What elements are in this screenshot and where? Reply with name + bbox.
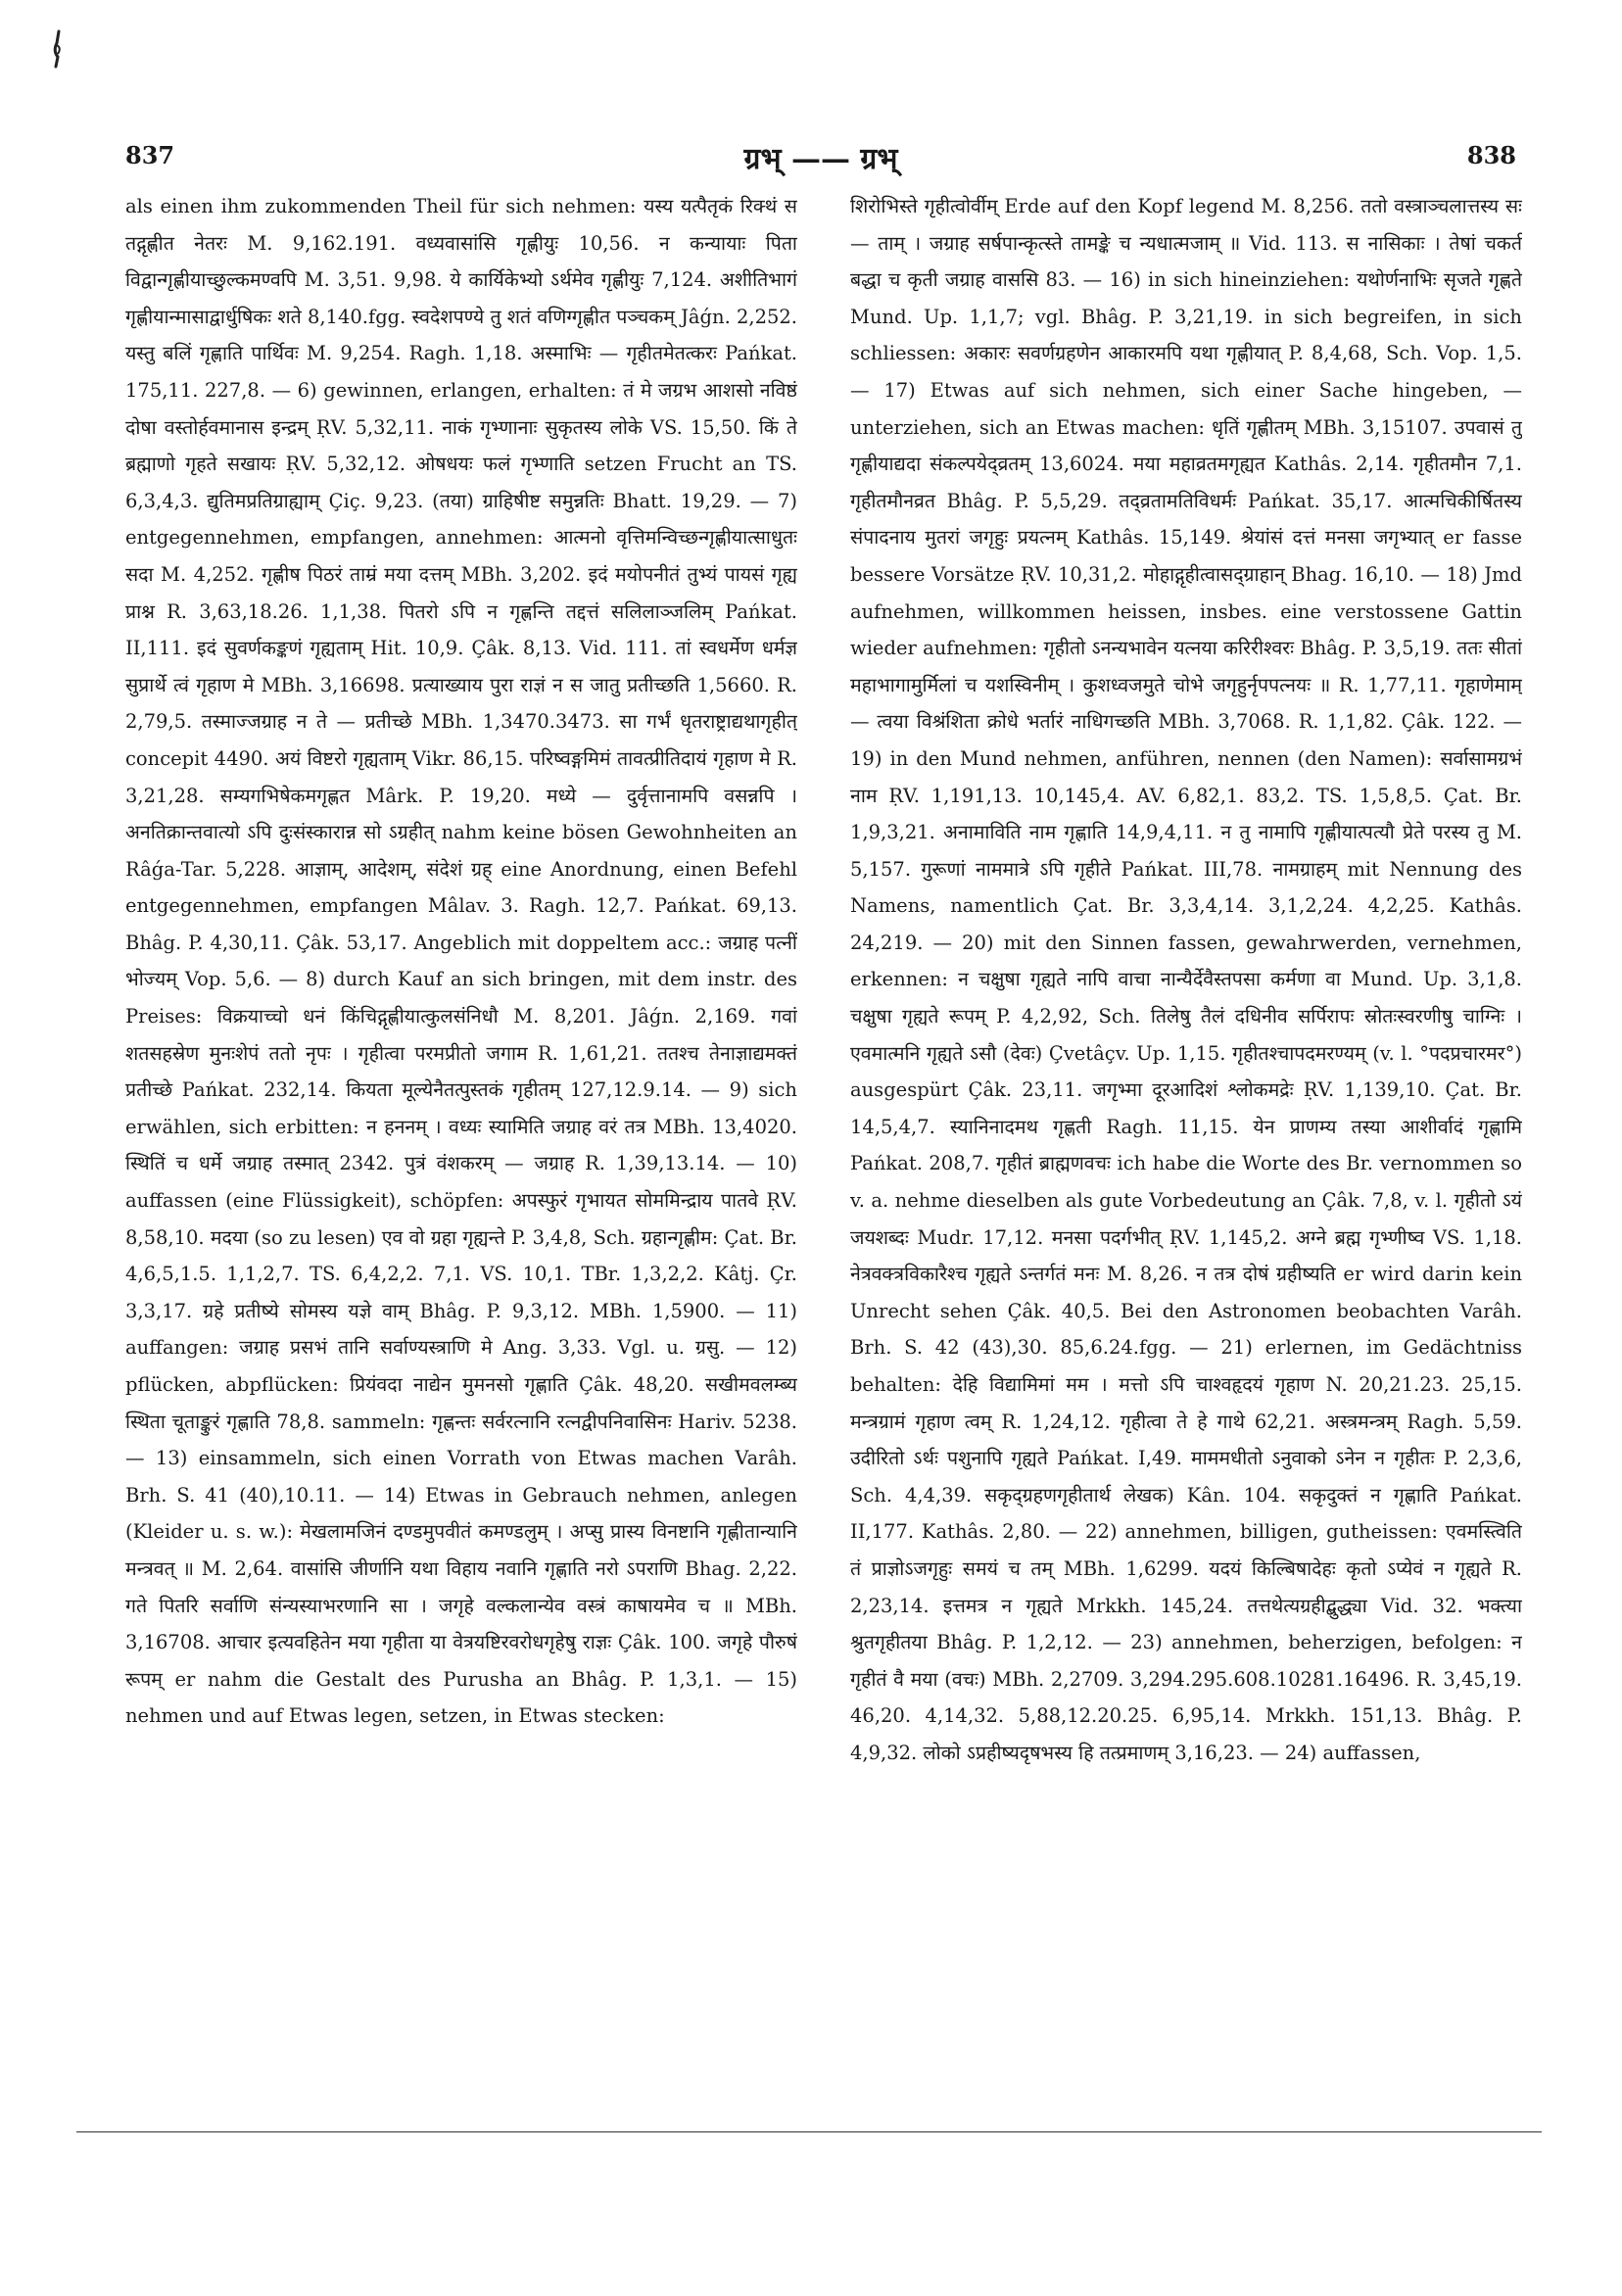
left-page-number: 837: [125, 141, 175, 169]
right-column: [850, 188, 1522, 2093]
left-column-text: als einen ihm zukommenden Theil für sich nehmen: यस्य यत्पैतृकं रिक्थं स तद्गृह्णीत नेतरः M. 9,162.191. वध्यवासांसि गृह्णीयुः 10,56. न कन्यायाः पिता विद्वान्गृह्णीयाच्छुल्कमण्वपि M. 3,51. 9,98. ये कार्यिकेभ्यो ऽर्थमेव गृह्णीयुः 7,124. अशीतिभागं गृह्णीयान्मासाद्वार्धुषिकः शते 8,140.fgg. स्वदेशपण्ये तु शतं वणिग्गृह्णीत पञ्चकम् Jâǵn. 2,252. यस्तु बलिं गृह्णाति पार्थिवः M. 9,254. Ragh. 1,18. अस्माभिः — गृहीतमेतत्करः Pańkat. 175,11. 227,8. — 6) gewinnen, erlangen, erhalten: तं मे जग्रभ आशसो नविष्ठं दोषा वस्तोर्हवमानास इन्द्रम् ṚV. 5,32,11. नाकं गृभ्णानाः सुकृतस्य लोके VS. 15,50. किं ते ब्रह्माणो गृहते सखायः ṚV. 5,32,12. ओषधयः फलं गृभ्णाति setzen Frucht an TS. 6,3,4,3. द्युतिमप्रतिग्राह्याम् Çiç. 9,23. (तया) ग्राहिषीष्ट समुन्नतिः Bhatt. 19,29. — 7) entgegennehmen, empfangen, annehmen: आत्मनो वृत्तिमन्विच्छन्गृह्णीयात्साधुतः सदा M. 4,252. गृह्णीष पिठरं ताम्रं मया दत्तम् MBh. 3,202. इदं मयोपनीतं तुभ्यं पायसं गृह्य प्राश्न R. 3,63,18.26. 1,1,38. पितरो ऽपि न गृह्णन्ति तद्दत्तं सलिलाञ्जलिम् Pańkat. II,111. इदं सुवर्णकङ्कणं गृह्यताम् Hit. 10,9. Çâk. 8,13. Vid. 111. तां स्वधर्मेण धर्मज्ञ सुप्रार्थे त्वं गृहाण मे MBh. 3,16698. प्रत्याख्याय पुरा राज्ञं न स जातु प्रतीच्छति 1,5660. R. 2,79,5. तस्माज्जग्राह न ते — प्रतीच्छे MBh. 1,3470.3473. सा गर्भं धृतराष्ट्राद्यथागृहीत् concepit 4490. अयं विष्टरो गृह्यताम् Vikr. 86,15. परिष्वङ्गमिमं तावत्प्रीतिदायं गृहाण मे R. 3,21,28. सम्यगभिषेकमगृह्णत Mârk. P. 19,20. मध्ये — दुर्वृत्तानामपि वसन्नपि । अनतिक्रान्तवात्यो ऽपि दुःसंस्कारान्न सो ऽग्रहीत् nahm keine bösen Gewohnheiten an Râǵa-Tar. 5,228. आज्ञाम्, आदेशम्, संदेशं ग्रह् eine Anordnung, einen Befehl entgegennehmen, empfangen Mâlav. 3. Ragh. 12,7. Pańkat. 69,13. Bhâg. P. 4,30,11. Çâk. 53,17. Angeblich mit doppeltem acc.: जग्राह पत्नीं भोज्यम् Vop. 5,6. — 8) durch Kauf an sich bringen, mit dem instr. des Preises: विक्रयाच्चो धनं किंचिद्गृह्णीयात्कुलसंनिधौ M. 8,201. Jâǵn. 2,169. गवां शतसहस्रेण मुनःशेपं ततो नृपः । गृहीत्वा परमप्रीतो जगाम R. 1,61,21. ततश्च तेनाज्ञाद्यमक्तं प्रतीच्छे Pańkat. 232,14. कियता मूल्येनैतत्पुस्तकं गृहीतम् 127,12.9.14. — 9) sich erwählen, sich erbitten: न हननम् । वध्यः स्यामिति जग्राह वरं तत्र MBh. 13,4020. स्थितिं च धर्मे जग्राह तस्मात् 2342. पुत्रं वंशकरम् — जग्राह R. 1,39,13.14. — 10) auffassen (eine Flüssigkeit), schöpfen: अपस्फुरं गृभायत सोममिन्द्राय पातवे ṚV. 8,58,10. मदया (so zu lesen) एव वो ग्रहा गृह्यन्ते P. 3,4,8, Sch. ग्रहान्गृह्णीम: Çat. Br. 4,6,5,1.5. 1,1,2,7. TS. 6,4,2,2. 7,1. VS. 10,1. TBr. 1,3,2,2. Kâtj. Çr. 3,3,17. ग्रहे प्रतीष्ये सोमस्य यज्ञे वाम् Bhâg. P. 9,3,12. MBh. 1,5900. — 11) auffangen: जग्राह प्रसभं तानि सर्वाण्यस्त्राणि मे Ang. 3,33. Vgl. u. ग्रसु. — 12) pflücken, abpflücken: प्रियंवदा नाद्येन मुमनसो गृह्णाति Çâk. 48,20. सखीमवलम्ब्य स्थिता चूताङ्कुरं गृह्णाति 78,8. sammeln: गृह्णन्तः सर्वरत्नानि रत्नद्वीपनिवासिनः Hariv. 5238. — 13) einsammeln, sich einen Vorrath von Etwas machen Varâh. Brh. S. 41 (40),10.11. — 14) Etwas in Gebrauch nehmen, anlegen (Kleider u. s. w.): मेखलामजिनं दण्डमुपवीतं कमण्डलुम् । अप्सु प्रास्य विनष्टानि गृह्णीतान्यानि मन्त्रवत् ॥ M. 2,64. वासांसि जीर्णानि यथा विहाय नवानि गृह्णाति नरो ऽपराणि Bhag. 2,22. गते पितरि सर्वाणि संन्यस्याभरणानि सा । जगृहे वल्कलान्येव वस्त्रं काषायमेव च ॥ MBh. 3,16708. आचार इत्यवहितेन मया गृहीता या वेत्रयष्टिरवरोधगृहेषु राज्ञः Çâk. 100. जगृहे पौरुषं रूपम् er nahm die Gestalt des Purusha an Bhâg. P. 1,3,1. — 15) nehmen und auf Etwas legen, setzen, in Etwas stecken:: [125, 195, 797, 1728]
left-column: [125, 188, 797, 2093]
header-title: ग्रभ् —— ग्रभ्: [743, 142, 898, 176]
right-column-text: शिरोभिस्ते गृहीत्वोर्वीम् Erde auf den Kopf legend M. 8,256. ततो वस्त्राञ्चलात्तस्य सः — ताम् । जग्राह सर्षपान्कृत्स्ते तामङ्के च न्यधात्मजाम् ॥ Vid. 113. स नासिकाः । तेषां चकर्त बद्धा च कृती जग्राह वाससि 83. — 16) in sich hineinziehen: यथोर्णनाभिः सृजते गृह्णते Mund. Up. 1,1,7; vgl. Bhâg. P. 3,21,19. in sich begreifen, in sich schliessen: अकारः सवर्णग्रहणेन आकारमपि यथा गृह्णीयात् P. 8,4,68, Sch. Vop. 1,5. — 17) Etwas auf sich nehmen, sich einer Sache hingeben, — unterziehen, sich an Etwas machen: धृतिं गृह्णीतम् MBh. 3,15107. उपवासं तु गृह्णीयाद्यदा संकल्पयेद्व्रतम् 13,6024. मया महाव्रतमगृह्यत Kathâs. 2,14. गृहीतमौन 7,1. गृहीतमौनव्रत Bhâg. P. 5,5,29. तद्व्रतामतिविधर्मः Pańkat. 35,17. आत्मचिकीर्षितस्य संपादनाय मुतरां जगृहुः प्रयत्नम् Kathâs. 15,149. श्रेयांसं दत्तं मनसा जगृभ्यात् er fasse bessere Vorsätze ṚV. 10,31,2. मोहाद्गृहीत्वासद्ग्राहान् Bhag. 16,10. — 18) Jmd aufnehmen, willkommen heissen, insbes. eine verstossene Gattin wieder aufnehmen: गृहीतो ऽनन्यभावेन यत्नया करिरीश्वरः Bhâg. P. 3,5,19. ततः सीतां महाभागामुर्मिलां च यशस्विनीम् । कुशध्वजमुते चोभे जगृहुर्नृपपत्नयः ॥ R. 1,77,11. गृहाणेमाम् — त्वया विश्रंशिता क्रोधे भर्तारं नाधिगच्छति MBh. 3,7068. R. 1,1,82. Çâk. 122. — 19) in den Mund nehmen, anführen, nennen (den Namen): सर्वासामग्रभं नाम ṚV. 1,191,13. 10,145,4. AV. 6,82,1. 83,2. TS. 1,5,8,5. Çat. Br. 1,9,3,21. अनामाविति नाम गृह्णाति 14,9,4,11. न तु नामापि गृह्णीयात्पत्यौ प्रेते परस्य तु M. 5,157. गुरूणां नाममात्रे ऽपि गृहीते Pańkat. III,78. नामग्राहम् mit Nennung des Namens, namentlich Çat. Br. 3,3,4,14. 3,1,2,24. 4,2,25. Kathâs. 24,219. — 20) mit den Sinnen fassen, gewahrwerden, vernehmen, erkennen: न चक्षुषा गृह्यते नापि वाचा नान्यैर्देवैस्तपसा कर्मणा वा Mund. Up. 3,1,8. चक्षुषा गृह्यते रूपम् P. 4,2,92, Sch. तिलेषु तैलं दधिनीव सर्पिरापः स्रोतःस्वरणीषु चाग्निः । एवमात्मनि गृह्यते ऽसौ (देवः) Çvetâçv. Up. 1,15. गृहीतश्चापदमरण्यम् (v. l. °पदप्रचारमर°) ausgespürt Çâk. 23,11. जगृभ्मा दूरआदिशं श्लोकमद्रेः ṚV. 1,139,10. Çat. Br. 14,5,4,7. स्यानिनादमथ गृह्णती Ragh. 11,15. येन प्राणम्य तस्या आशीर्वादं गृह्णामि Pańkat. 208,7. गृहीतं ब्राह्मणवचः ich habe die Worte des Br. vernommen so v. a. nehme dieselben als gute Vorbedeutung an Çâk. 7,8, v. l. गृहीतो ऽयं जयशब्दः Mudr. 17,12. मनसा पदर्गभीत् ṚV. 1,145,2. अग्ने ब्रह्म गृभ्णीष्व VS. 1,18. नेत्रवक्त्रविकारैश्च गृह्यते ऽन्तर्गतं मनः M. 8,26. न तत्र दोषं ग्रहीष्यति er wird darin kein Unrecht sehen Çâk. 40,5. Bei den Astronomen beobachten Varâh. Brh. S. 42 (43),30. 85,6.24.fgg. — 21) erlernen, im Gedächtniss behalten: देहि विद्यामिमां मम । मत्तो ऽपि चाश्वहृदयं गृहाण N. 20,21.23. 25,15. मन्त्रग्रामं गृहाण त्वम् R. 1,24,12. गृहीत्वा ते हे गाथे 62,21. अस्त्रमन्त्रम् Ragh. 5,59. उदीरितो ऽर्थः पशुनापि गृह्यते Pańkat. I,49. माममधीतो ऽनुवाको ऽनेन न गृहीतः P. 2,3,6, Sch. 4,4,39. सकृद्ग्रहणगृहीतार्थ लेखक) Kân. 104. सकृदुक्तं न गृह्णाति Pańkat. II,177. Kathâs. 2,80. — 22) annehmen, billigen, gutheissen: एवमस्त्विति तं प्राज्ञोऽजगृहुः समयं च तम् MBh. 1,6299. यदयं किल्बिषादेहः कृतो ऽप्येवं न गृह्यते R. 2,23,14. इत्तमत्र न गृह्यते Mrkkh. 145,24. तत्तथेत्यग्रहीद्बुद्ध्या Vid. 32. भक्त्या श्रुतगृहीतया Bhâg. P. 1,2,12. — 23) annehmen, beherzigen, befolgen: न गृहीतं वै मया (वचः) MBh. 2,2709. 3,294.295.608.10281.16496. R. 3,45,19. 46,20. 4,14,32. 5,88,12.20.25. 6,95,14. Mrkkh. 151,13. Bhâg. P. 4,9,32. लोको ऽप्रहीष्यदृषभस्य हि तत्प्रमाणम् 3,16,23. — 24) auffassen,: [850, 195, 1522, 1764]
page-header: [125, 137, 1516, 182]
right-page-number: 838: [1466, 141, 1516, 169]
bottom-rule: [76, 2131, 1542, 2132]
margin-ink-mark: [51, 29, 65, 69]
